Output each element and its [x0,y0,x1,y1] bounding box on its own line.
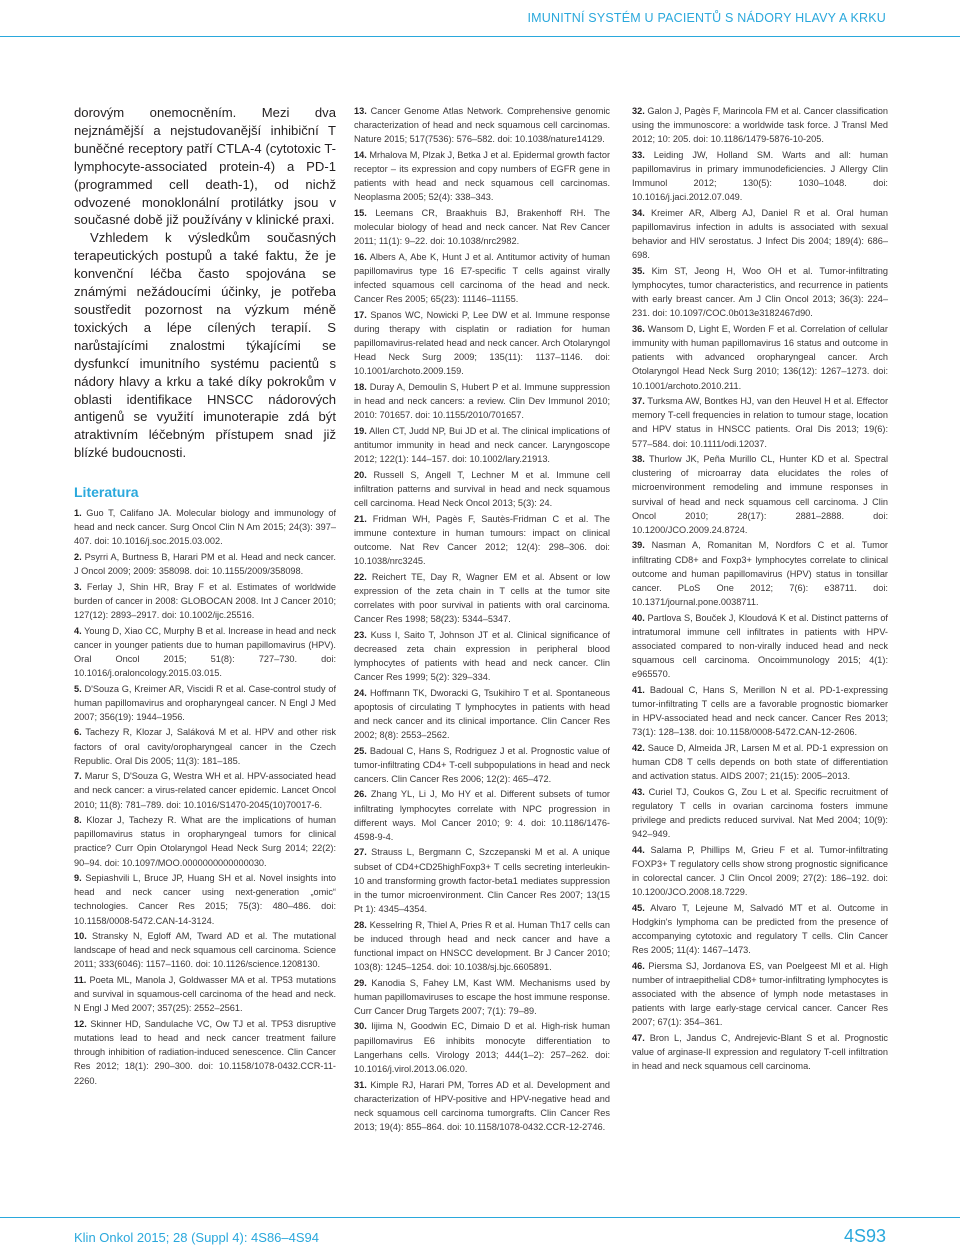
reference-text: Mrhalova M, Plzak J, Betka J et al. Epidermal growth factor receptor – its expression and copy numbers of EGFR gene in patients with head and neck squamous cell carcinomas. Neoplasma 2005; 52(4): 338–343. [354,149,610,203]
reference-text: Piersma SJ, Jordanova ES, van Poelgeest MI et al. High number of intraepithelial CD8+ tumor-infiltrating lymphocytes is associated with the absence of lymph node metastases in patients with large early-stage cervical cancer. Cancer Res 2007; 67(1): 354–361. [632,960,888,1028]
reference-text: Tachezy R, Klozar J, Saláková M et al. HPV and other risk factors of oral cavity/oropharyngeal cancer in the Czech Republic. Oral Dis 2005; 11(3): 181–185. [74,727,336,766]
reference-number: 21. [354,513,367,524]
reference-item [354,570,610,627]
reference-item [354,976,610,1018]
reference-item [354,206,610,248]
reference-number: 39. [632,540,645,551]
reference-number: 35. [632,265,645,276]
reference-number: 17. [354,309,367,320]
reference-number: 45. [632,902,645,913]
reference-number: 9. [74,873,82,884]
reference-item [74,973,336,1015]
reference-number: 18. [354,381,367,392]
reference-text: Iijima N, Goodwin EC, Dimaio D et al. High-risk human papillomavirus E6 inhibits monocyte differentiation to Langerhans cells. Virology 2013; 444(1–2): 257–262. doi: 10.1016/j.virol.2013.06.020. [354,1021,610,1074]
reference-text: Kesselring R, Thiel A, Pries R et al. Human Th17 cells can be induced through head and neck cancer and have a functional impact on HNSCC development. Br J Cancer 2010; 103(8): 1245–1254. doi: 10.1038/sj.bjc.6605891. [354,919,610,973]
reference-item [354,918,610,975]
reference-text: Strauss L, Bergmann C, Szczepanski M et al. A unique subset of CD4+CD25highFoxp3+ T cells secreting interleukin-10 and transforming growth factor-beta1 mediates suppression in the tumor microenvironment. Clin Cancer Res 2007; 13(15 Pt 1): 4345–4354. [354,847,610,915]
reference-number: 47. [632,1032,645,1043]
reference-number: 4. [74,625,82,636]
reference-item [354,148,610,205]
reference-item [74,682,336,724]
column-3 [632,104,888,1185]
reference-text: Reichert TE, Day R, Wagner EM et al. Absent or low expression of the zeta chain in T cells at the tumor site correlates with poor survival in patients with oral carcinoma. Cancer Res 1998; 58(23): 5344–5347. [354,571,610,624]
reference-item [74,813,336,870]
reference-text: Klozar J, Tachezy R. What are the implications of human papillomavirus status in oropharyngeal tumors for clinical practice? Curr Opin Otolaryngol Head Neck Surg 2014; 22(2): 90–94. doi: 10.1097/MOO.0000000000000030. [74,815,336,868]
reference-number: 15. [354,207,367,218]
reference-list-col2 [354,104,610,1134]
reference-text: Duray A, Demoulin S, Hubert P et al. Immune suppression in head and neck cancers: a review. Clin Dev Immunol 2010; 2010: 701657. doi: 10.1155/2010/701657. [354,381,610,421]
reference-item [632,843,888,900]
journal-citation: Klin Onkol 2015; 28 (Suppl 4): 4S86–4S94 [74,1230,320,1245]
reference-text: Bron L, Jandus C, Andrejevic-Blant S et al. Prognostic value of arginase-II expression and regulatory T-cell infiltration in head and neck squamous cell carcinoma. [632,1032,888,1072]
running-header [0,0,960,40]
reference-item [632,538,888,609]
reference-text: Hoffmann TK, Dworacki G, Tsukihiro T et al. Spontaneous apoptosis of circulating T lymphocytes in patients with head and neck cancer and its clinical importance. Clin Cancer Res 2002; 8(8): 2553–2562. [354,687,610,741]
reference-number: 2. [74,551,82,562]
reference-item [74,624,336,681]
reference-number: 37. [632,396,645,407]
reference-text: Thurlow JK, Peña Murillo CL, Hunter KD et al. Spectral clustering of microarray data elucidates the roles of microenvironment remodeling and immune responses in survival of head and neck squamous cell carcinoma. J Clin Oncol 2010; 28(17): 2881–2888. doi: 10.1200/JCO.2009.24.8724. [632,454,888,535]
reference-text: Nasman A, Romanitan M, Nordfors C et al. Tumor infiltrating CD8+ and Foxp3+ lymphocytes correlate to clinical outcome and human papillomavirus (HPV) status in tonsillar cancer. PLoS One 2012; 7(6): e38711. doi: 10.1371/journal.pone.0038711. [632,540,888,608]
reference-item [354,512,610,569]
reference-text: Kuss I, Saito T, Johnson JT et al. Clinical significance of decreased zeta chain expression in peripheral blood lymphocytes of patients with head and neck cancer. Clin Cancer Res 1999; 5(2): 329–334. [354,629,610,682]
reference-number: 11. [74,975,87,986]
reference-item [354,468,610,510]
reference-item [74,580,336,622]
reference-text: Salama P, Phillips M, Grieu F et al. Tumor-infiltrating FOXP3+ T regulatory cells show strong prognostic significance in colorectal cancer. J Clin Oncol 2009; 27(2): 186–192. doi: 10.1200/JCO.2008.18.7229. [632,844,888,898]
reference-number: 34. [632,207,645,218]
reference-number: 29. [354,977,367,988]
reference-number: 43. [632,786,645,797]
reference-number: 44. [632,844,645,855]
reference-text: Kanodia S, Fahey LM, Kast WM. Mechanisms used by human papillomaviruses to escape the host immune response. Curr Cancer Drug Targets 2007; 7(1): 79–89. [354,977,610,1016]
reference-number: 22. [354,571,367,582]
reference-text: Psyrri A, Burtness B, Harari PM et al. Head and neck cancer. J Oncol 2009; 2009: 358098. doi: 10.1155/2009/358098. [74,551,336,577]
reference-text: Guo T, Califano JA. Molecular biology and immunology of head and neck cancer. Surg Oncol Clin N Am 2015; 24(3): 397–407. doi: 10.1016/j.soc.2015.03.002. [74,508,336,547]
reference-text: Kreimer AR, Alberg AJ, Daniel R et al. Oral human papillomavirus infection in adults is associated with sexual behavior and HIV serostatus. J Infect Dis 2004; 189(4): 686–698. [632,207,888,261]
reference-number: 16. [354,251,367,262]
page-number: 4S93 [843,1226,886,1246]
footer-rule [0,1217,960,1218]
reference-text: Stransky N, Egloff AM, Tward AD et al. The mutational landscape of head and neck squamous cell carcinoma. Science 2011; 333(6046): 1157–1160. doi: 10.1126/science.1208130. [74,931,336,970]
reference-text: Kim ST, Jeong H, Woo OH et al. Tumor-infiltrating lymphocytes, tumor characteristics, and recurrence in patients with early breast cancer. Am J Clin Oncol 2013; 36(3): 224–231. doi: 10.1097/COC.0b013e3182467d90. [632,265,888,319]
reference-number: 30. [354,1021,367,1032]
reference-item [632,1031,888,1073]
reference-number: 8. [74,815,82,826]
reference-number: 6. [74,727,82,738]
reference-text: Alvaro T, Lejeune M, Salvadó MT et al. Outcome in Hodgkin's lymphoma can be predicted from the presence of accompanying cytotoxic and regulatory T cells. Clin Cancer Res 2005; 11(4): 1467–1473. [632,902,888,956]
reference-item [632,322,888,393]
reference-item [632,206,888,263]
reference-number: 46. [632,960,645,971]
reference-number: 40. [632,612,645,623]
reference-text: D'Souza G, Kreimer AR, Viscidi R et al. Case-control study of human papillomavirus and oropharyngeal cancer. N Engl J Med 2007; 356(19): 1944–1956. [74,683,336,722]
column-2 [354,104,610,1185]
reference-text: Allen CT, Judd NP, Bui JD et al. The clinical implications of antitumor immunity in head and neck cancer. Laryngoscope 2012; 122(1): 144–157. doi: 10.1002/lary.21913. [354,425,610,465]
reference-text: Russell S, Angell T, Lechner M et al. Immune cell infiltration patterns and survival in head and neck squamous cell carcinoma. Head Neck Oncol 2013; 5(3): 24. [354,469,610,508]
reference-number: 12. [74,1018,87,1029]
reference-item [354,104,610,146]
reference-text: Galon J, Pagès F, Marincola FM et al. Cancer classification using the immunoscore: a worldwide task force. J Transl Med 2012; 10: 205. doi: 10.1186/1479-5876-10-205. [632,106,888,145]
reference-text: Sauce D, Almeida JR, Larsen M et al. PD-1 expression on human CD8 T cells depends on both state of differentiation and activation status. AIDS 2007; 21(15): 2005–2013. [632,742,888,782]
body-paragraph-2: Vzhledem k výsledkům současných terapeutických postupů a také faktu, že je konvenční léčba často spojována se známými nežádoucími účinky, je potřeba soustředit pozornost na výzkum méně toxických a lépe cílených terapií. S narůstajícími znalostmi týkajícími se dysfunkcí imunitního systému pacientů s nádory hlavy a krku a také díky pokrokům v oblasti identifikace HNSCC nádorových antigenů se využití imunoterapie zdá být atraktivním léčebným přístupem snad již blízké budoucnosti. [74,230,336,461]
reference-text: Leiding JW, Holland SM. Warts and all: human papillomavirus in primary immunodeficiencies. J Allergy Clin Immunol 2012; 130(5): 1030–1048. doi: 10.1016/j.jaci.2012.07.049. [632,149,888,203]
reference-number: 1. [74,508,82,519]
reference-text: Spanos WC, Nowicki P, Lee DW et al. Immune response during therapy with cisplatin or radiation for human papillomavirus-related head and neck cancer. Arch Otolaryngol Head Neck Surg 2009; 135(11): 1137–1146. doi: 10.1001/archoto.2009.159. [354,309,610,377]
reference-item [354,628,610,685]
reference-item [354,1019,610,1076]
header-title: IMUNITNÍ SYSTÉM U PACIENTŮ S NÁDORY HLAVY A KRKU [527,11,886,25]
reference-number: 7. [74,771,82,782]
reference-number: 28. [354,919,367,930]
reference-number: 20. [354,469,367,480]
reference-item [354,250,610,307]
reference-item [74,1017,336,1088]
reference-item [354,1078,610,1135]
reference-item [354,744,610,786]
reference-item [632,264,888,321]
reference-item [74,725,336,767]
reference-text: Skinner HD, Sandulache VC, Ow TJ et al. TP53 disruptive mutations lead to head and neck cancer treatment failure through inhibition of radiation-induced senescence. Clin Cancer Res 2012; 18(1): 290–300. doi: 10.1158/1078-0432.CCR-11-2260. [74,1018,336,1086]
reference-number: 5. [74,683,82,694]
reference-item [632,104,888,146]
reference-number: 24. [354,687,367,698]
reference-text: Badoual C, Hans S, Rodriguez J et al. Prognostic value of tumor-infiltrating CD4+ T-cell subpopulations in head and neck cancers. Clin Cancer Res 2006; 12(2): 465–472. [354,745,610,784]
reference-text: Young D, Xiao CC, Murphy B et al. Increase in head and neck cancer in younger patients due to human papillomavirus (HPV). Oral Oncol 2015; 51(8): 727–730. doi: 10.1016/j.oraloncology.2015.03.015. [74,625,336,679]
reference-list-col1 [74,506,336,1088]
reference-item [354,787,610,844]
reference-number: 10. [74,931,87,942]
reference-item [354,308,610,379]
reference-number: 3. [74,581,82,592]
reference-number: 26. [354,789,367,800]
reference-item [632,741,888,783]
reference-item [354,686,610,743]
reference-item [632,452,888,537]
reference-item [74,929,336,971]
reference-text: Leemans CR, Braakhuis BJ, Brakenhoff RH. The molecular biology of head and neck cancer. Nat Rev Cancer 2011; 11(1): 9–22. doi: 10.1038/nrc2982. [354,207,610,247]
reference-text: Ferlay J, Shin HR, Bray F et al. Estimates of worldwide burden of cancer in 2008: GLOBOCAN 2008. Int J Cancer 2010; 127(12): 2893–2917. doi: 10.1002/ijc.25516. [74,581,336,620]
reference-text: Curiel TJ, Coukos G, Zou L et al. Specific recruitment of regulatory T cells in ovarian carcinoma fosters immune privilege and predicts reduced survival. Nat Med 2004; 10(9): 942–949. [632,786,888,840]
reference-text: Partlova S, Bouček J, Kloudová K et al. Distinct patterns of intratumoral immune cell infiltrates in patients with HPV-associated compared to non-virally induced head and neck squamous cell carcinoma. Oncoimmunology 2015; 4(1): e965570. [632,612,888,680]
reference-text: Poeta ML, Manola J, Goldwasser MA et al. TP53 mutations and survival in squamous-cell carcinoma of the head and neck. N Engl J Med 2007; 357(25): 2552–2561. [74,975,336,1014]
reference-item [632,611,888,682]
reference-text: Cancer Genome Atlas Network. Comprehensive genomic characterization of head and neck squamous cell carcinomas. Nature 2015; 517(7536): 576–582. doi: 10.1038/nature14129. [354,106,610,145]
reference-item [74,871,336,928]
reference-item [74,550,336,578]
reference-number: 32. [632,106,645,116]
reference-text: Sepiashvili L, Bruce JP, Huang SH et al. Novel insights into head and neck cancer using next-generation „omic“ technologies. Cancer Res 2015; 75(3): 480–486. doi: 10.1158/0008-5472.CAN-14-3124. [74,873,336,926]
reference-text: Zhang YL, Li J, Mo HY et al. Different subsets of tumor infiltrating lymphocytes correlate with NPC progression in different ways. Mol Cancer 2010; 9: 4. doi: 10.1186/1476-4598-9-4. [354,789,610,842]
reference-text: Wansom D, Light E, Worden F et al. Correlation of cellular immunity with human papillomavirus 16 status and outcome in patients with advanced oropharyngeal cancer. Arch Otolaryngol Head Neck Surg 2010; 136(12): 1267–1273. doi: 10.1001/archoto.2010.211. [632,323,888,391]
reference-text: Turksma AW, Bontkes HJ, van den Heuvel H et al. Effector memory T-cell frequencies in relation to tumour stage, location and HPV status in HNSCC patients. Oral Dis 2013; 19(6): 577–584. doi: 10.1111/odi.12037. [632,396,888,449]
reference-item [632,394,888,451]
reference-item [74,506,336,548]
reference-number: 19. [354,425,367,436]
header-rule [0,36,960,37]
body-paragraph-1: dorovým onemocněním. Mezi dva nejznámější a nejstudovanější inhibiční T buněčné receptory patří CTLA-4 (cytotoxic T-lymphocyte-associated protein-4) a PD-1 (programmed cell death-1), od nichž odvozené monoklonální protilátky jsou v současné době již používány v klinické praxi. [74,105,336,228]
reference-item [632,785,888,842]
column-1 [74,104,336,1185]
reference-number: 23. [354,629,367,640]
reference-number: 38. [632,454,645,465]
reference-number: 42. [632,742,645,753]
reference-text: Albers A, Abe K, Hunt J et al. Antitumor activity of human papillomavirus type 16 E7-specific T cells against virally infected squamous cell carcinoma of the head and neck. Cancer Res 2005; 65(23): 11146–11155. [354,251,610,305]
reference-item [632,148,888,205]
reference-text: Marur S, D'Souza G, Westra WH et al. HPV-associated head and neck cancer: a virus-related cancer epidemic. Lancet Oncol 2010; 11(8): 781–789. doi: 10.1016/S1470-2045(10)70017-6. [74,771,336,810]
reference-item [632,683,888,740]
reference-item [354,380,610,422]
reference-number: 14. [354,149,367,160]
reference-text: Badoual C, Hans S, Merillon N et al. PD-1-expressing tumor-infiltrating T cells are a favorable prognostic biomarker in HPV-associated head and neck cancer. Cancer Res 2013; 73(1): 128–138. doi: 10.1158/0008-5472.CAN-12-2606. [632,684,888,738]
reference-number: 33. [632,149,645,160]
reference-item [354,424,610,466]
reference-item [354,845,610,916]
reference-number: 25. [354,745,367,756]
reference-number: 31. [354,1079,367,1090]
running-footer [0,1217,960,1257]
reference-text: Fridman WH, Pagès F, Sautès-Fridman C et al. The immune contexture in human tumours: impact on clinical outcome. Nat Rev Cancer 2012; 12(4): 298–306. doi: 10.1038/nrc3245. [354,513,610,566]
reference-number: 36. [632,323,645,334]
reference-number: 41. [632,684,645,695]
reference-text: Kimple RJ, Harari PM, Torres AD et al. Development and characterization of HPV-positive and HPV-negative head and neck squamous cell carcinoma tumorgrafts. Clin Cancer Res 2013; 19(4): 855–864. doi: 10.1158/1078-0432.CCR-12-2746. [354,1079,610,1132]
reference-number: 27. [354,847,367,858]
reference-item [632,901,888,958]
reference-number: 13. [354,106,367,116]
literature-heading: Literatura [74,484,139,501]
reference-list-col3 [632,104,888,1073]
reference-item [632,959,888,1030]
reference-item [74,769,336,811]
